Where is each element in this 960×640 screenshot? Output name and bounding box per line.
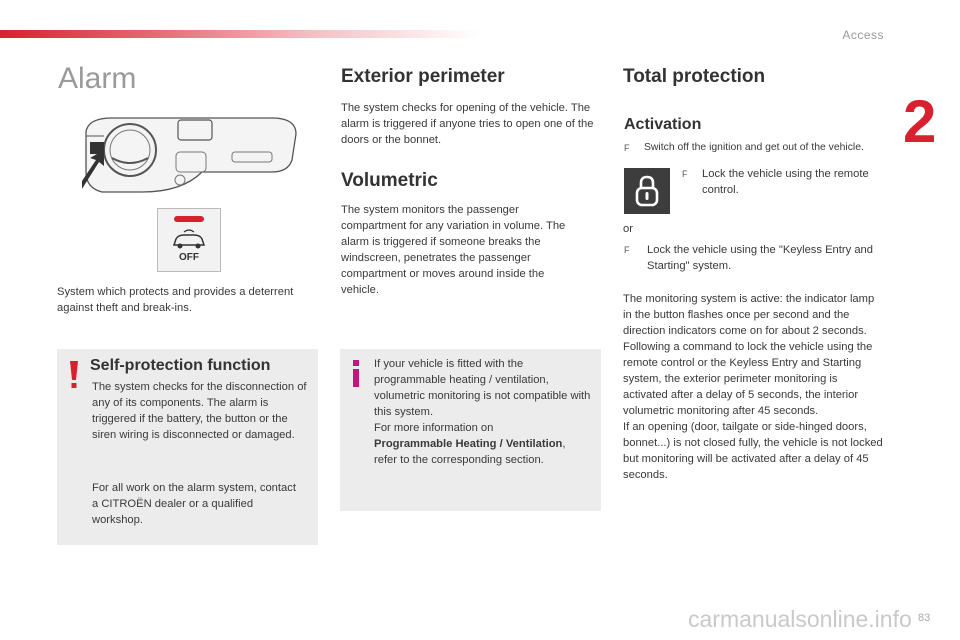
- monitoring-description: [623, 291, 885, 483]
- bullet-icon: F: [624, 143, 630, 153]
- info-text: If your vehicle is fitted with the programmable heating / ventilation, volumetric monitoring is not compatible with this system.: [374, 358, 591, 418]
- exterior-perimeter-title: Exterior perimeter: [341, 66, 505, 87]
- info-refer-text: refer to the corresponding section.: [374, 454, 544, 466]
- dashboard-illustration: [82, 112, 300, 194]
- self-protection-text: The system checks for the disconnection of any of its components. The alarm is triggered if the battery, the button or the siren wiring is disconnected or damaged.: [92, 381, 307, 441]
- link-separator: /: [496, 438, 506, 450]
- link-programmable-heating[interactable]: Programmable Heating: [374, 438, 497, 450]
- info-more: [374, 420, 596, 468]
- activation-title: Activation: [624, 116, 702, 133]
- page-title: Alarm: [58, 62, 137, 95]
- self-protection-title: Self-protection function: [90, 357, 271, 374]
- self-protection-contact: For all work on the alarm system, contact a CITROËN dealer or a qualified workshop.: [92, 482, 296, 526]
- step-remote-lock-text: Lock the vehicle using the remote control.: [702, 168, 869, 196]
- section-name: Access: [842, 28, 884, 42]
- monitoring-paragraph-2: Following a command to lock the vehicle using the remote control or the Keyless Entry and Starting system, the exterior perimeter monitoring is activated after a delay of 5 seconds, the interior volumetric monitoring after 45 seconds.: [623, 341, 873, 417]
- link-ventilation[interactable]: Ventilation: [505, 438, 563, 450]
- or-label: or: [623, 223, 633, 235]
- watermark: carmanualsonline.info: [688, 606, 912, 632]
- lock-icon: [635, 174, 659, 208]
- step-keyless-lock-text: Lock the vehicle using the "Keyless Entry and Starting" system.: [647, 244, 873, 272]
- info-icon: [350, 359, 362, 389]
- car-alarm-icon: [170, 229, 208, 251]
- info-box: [340, 349, 601, 511]
- alarm-off-button-illustration: [157, 208, 221, 272]
- volumetric-text: The system monitors the passenger compartment for any variation in volume. The alarm is triggered if someone breaks the windscreen, penetrates the passenger compartment or moves around inside the vehicle.: [341, 204, 566, 296]
- comma: ,: [562, 438, 566, 450]
- chapter-number: 2: [903, 88, 937, 155]
- lock-button-illustration: [624, 168, 670, 214]
- off-label: OFF: [179, 252, 199, 263]
- exterior-perimeter-text: The system checks for opening of the vehicle. The alarm is triggered if anyone tries to open one of the doors or the bonnet.: [341, 102, 594, 146]
- page-number: 83: [918, 612, 931, 624]
- alarm-description: System which protects and provides a deterrent against theft and break-ins.: [57, 286, 294, 314]
- info-more-text: For more information on: [374, 422, 494, 434]
- warning-box: [57, 349, 318, 545]
- exclamation-icon: [67, 359, 81, 391]
- header-accent-bar: [0, 30, 480, 38]
- volumetric-title: Volumetric: [341, 170, 438, 191]
- total-protection-title: Total protection: [623, 66, 766, 87]
- bullet-icon: F: [682, 169, 688, 179]
- indicator-lamp: [174, 216, 204, 222]
- monitoring-paragraph-3: If an opening (door, tailgate or side-hinged doors, bonnet...) is not closed fully, the vehicle is not locked but monitoring will be activated after a delay of 45 seconds.: [623, 421, 883, 481]
- bullet-icon: F: [624, 245, 630, 255]
- step-switch-off-text: Switch off the ignition and get out of the vehicle.: [644, 142, 864, 153]
- monitoring-paragraph-1: The monitoring system is active: the indicator lamp in the button flashes once per second and the direction indicators come on for about 2 seconds.: [623, 293, 875, 337]
